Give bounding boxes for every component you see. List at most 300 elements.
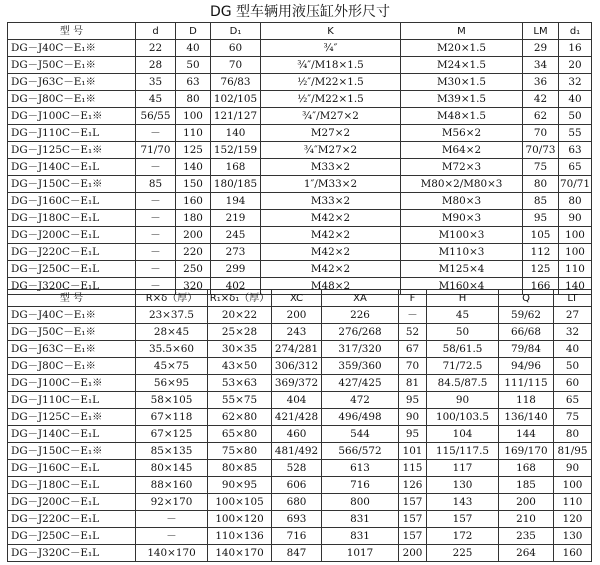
table2-value-cell: 90: [554, 460, 592, 477]
table1-value-cell: M33×2: [261, 193, 401, 210]
table2-row: [8, 528, 592, 545]
table1-value-cell: M33×2: [261, 159, 401, 176]
table1-row: [8, 176, 592, 193]
table1-value-cell: ¾″: [261, 40, 401, 57]
table2-value-cell: 45: [427, 307, 499, 324]
table2-value-cell: 80×145: [136, 460, 208, 477]
table2-value-cell: 172: [427, 528, 499, 545]
table1-value-cell: 50: [176, 57, 211, 74]
table2-row: [8, 511, 592, 528]
table1-value-cell: 299: [211, 261, 261, 278]
table1-model-cell: DG－J160C－E₁L: [8, 193, 136, 210]
table1-value-cell: 180: [176, 210, 211, 227]
table2-model-cell: DG－J100C－E₁※: [8, 375, 136, 392]
table2-value-cell: 81: [399, 375, 427, 392]
table2-model-cell: DG－J160C－E₁L: [8, 460, 136, 477]
table2-value-cell: 606: [272, 477, 322, 494]
table1-value-cell: M48×2: [261, 278, 401, 295]
table1-value-cell: 56/55: [136, 108, 176, 125]
table1-value-cell: ¾″M27×2: [261, 142, 401, 159]
table1-row: [8, 142, 592, 159]
table2-value-cell: －: [136, 528, 208, 545]
table1-value-cell: 194: [211, 193, 261, 210]
table2-value-cell: 92×170: [136, 494, 208, 511]
table1-value-cell: 16: [559, 40, 592, 57]
table1-value-cell: 160: [176, 193, 211, 210]
table2-header-cell: 型 号: [8, 290, 136, 307]
table1-header-cell: 型 号: [8, 23, 136, 40]
table2-model-cell: DG－J320C－E₁L: [8, 545, 136, 562]
table1-value-cell: 63: [559, 142, 592, 159]
table2-value-cell: 101: [399, 443, 427, 460]
table2-value-cell: 225: [427, 545, 499, 562]
table1-value-cell: M30×1.5: [401, 74, 523, 91]
table1-row: [8, 227, 592, 244]
table1-value-cell: 29: [523, 40, 559, 57]
table1-value-cell: 150: [176, 176, 211, 193]
table2-value-cell: 100×105: [208, 494, 272, 511]
table2-model-cell: DG－J180C－E₁L: [8, 477, 136, 494]
table2-value-cell: 27: [554, 307, 592, 324]
table2-value-cell: 716: [322, 477, 399, 494]
table1-value-cell: M48×1.5: [401, 108, 523, 125]
table2-value-cell: 1017: [322, 545, 399, 562]
table2-value-cell: 210: [499, 511, 554, 528]
table2-row: [8, 477, 592, 494]
table1-value-cell: 80: [559, 193, 592, 210]
table2-value-cell: 110: [554, 494, 592, 511]
table1-header-cell: LM: [523, 23, 559, 40]
table1-value-cell: M20×1.5: [401, 40, 523, 57]
table1-row: [8, 125, 592, 142]
table1-value-cell: 20: [559, 57, 592, 74]
table1-value-cell: 102/105: [211, 91, 261, 108]
table1-value-cell: 112: [523, 244, 559, 261]
table2-value-cell: 80: [554, 426, 592, 443]
table2-value-cell: 52: [399, 324, 427, 341]
table2-header-cell: F: [399, 290, 427, 307]
table2-value-cell: 58×105: [136, 392, 208, 409]
table2-value-cell: 421/428: [272, 409, 322, 426]
table1-value-cell: 63: [176, 74, 211, 91]
table1-value-cell: 220: [176, 244, 211, 261]
table2-value-cell: 60: [554, 375, 592, 392]
table2-value-cell: 680: [272, 494, 322, 511]
table2-value-cell: 95: [399, 426, 427, 443]
table1-value-cell: M42×2: [261, 227, 401, 244]
table1-value-cell: M90×3: [401, 210, 523, 227]
table1-row: [8, 210, 592, 227]
table2-row: [8, 545, 592, 562]
table2-value-cell: 168: [499, 460, 554, 477]
table1-value-cell: －: [136, 125, 176, 142]
table2-value-cell: 306/312: [272, 358, 322, 375]
table2-value-cell: 130: [554, 528, 592, 545]
table2-value-cell: 100: [554, 477, 592, 494]
table2-value-cell: 100/103.5: [427, 409, 499, 426]
table2-model-cell: DG－J140C－E₁L: [8, 426, 136, 443]
table2-value-cell: 369/372: [272, 375, 322, 392]
table2-value-cell: 847: [272, 545, 322, 562]
table1-row: [8, 40, 592, 57]
table1-value-cell: －: [136, 159, 176, 176]
table1-value-cell: 121/127: [211, 108, 261, 125]
table2-value-cell: 66/68: [499, 324, 554, 341]
table1-value-cell: 273: [211, 244, 261, 261]
table2-value-cell: 157: [399, 528, 427, 545]
table1-value-cell: 70/71: [559, 176, 592, 193]
table2-value-cell: 70: [399, 358, 427, 375]
table2-row: [8, 358, 592, 375]
table1-model-cell: DG－J220C－E₁L: [8, 244, 136, 261]
table2-value-cell: 427/425: [322, 375, 399, 392]
table2-value-cell: 130: [427, 477, 499, 494]
table2-value-cell: 566/572: [322, 443, 399, 460]
table2-value-cell: 104: [427, 426, 499, 443]
table2-value-cell: 94/96: [499, 358, 554, 375]
table2-value-cell: 84.5/87.5: [427, 375, 499, 392]
table2-value-cell: －: [136, 511, 208, 528]
table2-value-cell: 50: [427, 324, 499, 341]
table2-model-cell: DG－J125C－E₁※: [8, 409, 136, 426]
table1-model-cell: DG－J140C－E₁L: [8, 159, 136, 176]
table1-row: [8, 74, 592, 91]
table2-model-cell: DG－J200C－E₁L: [8, 494, 136, 511]
table2-row: [8, 375, 592, 392]
table1-value-cell: 35: [136, 74, 176, 91]
table2-header-cell: XA: [322, 290, 399, 307]
table2-value-cell: 831: [322, 511, 399, 528]
table2-header-cell: R×δ（厚）: [136, 290, 208, 307]
table2-row: [8, 409, 592, 426]
table2-value-cell: 56×95: [136, 375, 208, 392]
table1-value-cell: M80×3: [401, 193, 523, 210]
table2-value-cell: －: [399, 307, 427, 324]
table1-value-cell: 110: [176, 125, 211, 142]
table2-value-cell: 143: [427, 494, 499, 511]
table1-row: [8, 91, 592, 108]
table1-value-cell: －: [136, 261, 176, 278]
table2-value-cell: 71/72.5: [427, 358, 499, 375]
table2-value-cell: 226: [322, 307, 399, 324]
table1-value-cell: 95: [523, 210, 559, 227]
table2-value-cell: 23×37.5: [136, 307, 208, 324]
table1-value-cell: M80×2/M80×3: [401, 176, 523, 193]
table1-value-cell: M42×2: [261, 261, 401, 278]
table1-model-cell: DG－J40C－E₁※: [8, 40, 136, 57]
table1-model-cell: DG－J110C－E₁L: [8, 125, 136, 142]
table2-header-cell: XC: [272, 290, 322, 307]
table1-value-cell: 140: [176, 159, 211, 176]
table2-value-cell: 460: [272, 426, 322, 443]
table1-header-cell: d: [136, 23, 176, 40]
table1-value-cell: M100×3: [401, 227, 523, 244]
table1-row: [8, 261, 592, 278]
table2-row: [8, 460, 592, 477]
table2-value-cell: 120: [554, 511, 592, 528]
table2-value-cell: 235: [499, 528, 554, 545]
table2-value-cell: 110×136: [208, 528, 272, 545]
table2-value-cell: 35.5×60: [136, 341, 208, 358]
table1-value-cell: 125: [176, 142, 211, 159]
table2-row: [8, 443, 592, 460]
table2-value-cell: 157: [399, 511, 427, 528]
table1-value-cell: 70: [211, 57, 261, 74]
table1-value-cell: 85: [136, 176, 176, 193]
table1-value-cell: 80: [176, 91, 211, 108]
table1-model-cell: DG－J150C－E₁※: [8, 176, 136, 193]
table2-row: [8, 307, 592, 324]
table2-header-cell: H: [427, 290, 499, 307]
table2-row: [8, 494, 592, 511]
table2-value-cell: 20×22: [208, 307, 272, 324]
table2-value-cell: 140×170: [136, 545, 208, 562]
table2-value-cell: 79/84: [499, 341, 554, 358]
table2-value-cell: 111/115: [499, 375, 554, 392]
table2-value-cell: 100×120: [208, 511, 272, 528]
table2-value-cell: 65×80: [208, 426, 272, 443]
table1-value-cell: 85: [523, 193, 559, 210]
table2-value-cell: 200: [399, 545, 427, 562]
table1-value-cell: ¾″/M27×2: [261, 108, 401, 125]
table2-value-cell: 144: [499, 426, 554, 443]
table2-header-row: [8, 290, 592, 307]
table2-value-cell: 800: [322, 494, 399, 511]
table1-value-cell: 402: [211, 278, 261, 295]
table1-value-cell: －: [136, 210, 176, 227]
table2-value-cell: 136/140: [499, 409, 554, 426]
table1-value-cell: 110: [559, 261, 592, 278]
table1-value-cell: 219: [211, 210, 261, 227]
table2-value-cell: 32: [554, 324, 592, 341]
table1-model-cell: DG－J50C－E₁※: [8, 57, 136, 74]
table1-value-cell: M125×4: [401, 261, 523, 278]
table1-row: [8, 108, 592, 125]
table2-value-cell: 117: [427, 460, 499, 477]
table1-value-cell: 28: [136, 57, 176, 74]
table2-model-cell: DG－J50C－E₁※: [8, 324, 136, 341]
table2-header-cell: LT: [554, 290, 592, 307]
table1-value-cell: －: [136, 193, 176, 210]
table1-value-cell: －: [136, 227, 176, 244]
table1-value-cell: 70/73: [523, 142, 559, 159]
table1-value-cell: －: [136, 244, 176, 261]
table1-value-cell: M39×1.5: [401, 91, 523, 108]
table2-value-cell: 67: [399, 341, 427, 358]
table2-value-cell: 317/320: [322, 341, 399, 358]
table2-value-cell: 693: [272, 511, 322, 528]
table1-value-cell: ½″/M22×1.5: [261, 74, 401, 91]
table1-value-cell: M72×3: [401, 159, 523, 176]
table1-value-cell: 22: [136, 40, 176, 57]
table1-value-cell: 100: [559, 227, 592, 244]
table2-value-cell: 185: [499, 477, 554, 494]
table1-value-cell: M56×2: [401, 125, 523, 142]
table2-value-cell: 25×28: [208, 324, 272, 341]
document-title: DG 型车辆用液压缸外形尺寸: [209, 4, 391, 20]
table2-value-cell: 55×75: [208, 392, 272, 409]
table1-value-cell: 100: [559, 244, 592, 261]
table1-value-cell: 42: [523, 91, 559, 108]
table2-model-cell: DG－J220C－E₁L: [8, 511, 136, 528]
dimension-table-2: [7, 289, 592, 562]
table1-value-cell: 40: [559, 91, 592, 108]
table1-value-cell: M42×2: [261, 244, 401, 261]
table2-value-cell: 359/360: [322, 358, 399, 375]
table2-row: [8, 426, 592, 443]
table2-value-cell: 50: [554, 358, 592, 375]
table1-header-cell: D₁: [211, 23, 261, 40]
table2-value-cell: 59/62: [499, 307, 554, 324]
table2-value-cell: 544: [322, 426, 399, 443]
table1-value-cell: 140: [211, 125, 261, 142]
table2-header-cell: R₁×δ₁（厚）: [208, 290, 272, 307]
table1-value-cell: －: [136, 278, 176, 295]
table1-value-cell: 36: [523, 74, 559, 91]
table1-value-cell: 105: [523, 227, 559, 244]
table1-value-cell: 45: [136, 91, 176, 108]
table2-value-cell: 274/281: [272, 341, 322, 358]
table1-model-cell: DG－J80C－E₁※: [8, 91, 136, 108]
table1-value-cell: 65: [559, 159, 592, 176]
table1-model-cell: DG－J125C－E₁※: [8, 142, 136, 159]
table1-value-cell: 71/70: [136, 142, 176, 159]
table1-header-cell: d₁: [559, 23, 592, 40]
table1-value-cell: 80: [523, 176, 559, 193]
table2-model-cell: DG－J63C－E₁※: [8, 341, 136, 358]
table2-value-cell: 75: [554, 409, 592, 426]
table1-value-cell: 76/83: [211, 74, 261, 91]
table2-value-cell: 90×95: [208, 477, 272, 494]
table1-row: [8, 159, 592, 176]
table1-model-cell: DG－J63C－E₁※: [8, 74, 136, 91]
table2-value-cell: 95: [399, 392, 427, 409]
table1-value-cell: 50: [559, 108, 592, 125]
table1-value-cell: ½″/M22×1.5: [261, 91, 401, 108]
table2-value-cell: 157: [399, 494, 427, 511]
table1-value-cell: M160×4: [401, 278, 523, 295]
table1-model-cell: DG－J250C－E₁L: [8, 261, 136, 278]
table2-value-cell: 528: [272, 460, 322, 477]
table2-value-cell: 58/61.5: [427, 341, 499, 358]
table2-value-cell: 65: [554, 392, 592, 409]
table2-value-cell: 276/268: [322, 324, 399, 341]
table1-value-cell: 40: [176, 40, 211, 57]
table2-row: [8, 392, 592, 409]
table2-value-cell: 88×160: [136, 477, 208, 494]
table2-value-cell: 28×45: [136, 324, 208, 341]
table2-value-cell: 115: [399, 460, 427, 477]
table1-value-cell: 1″/M33×2: [261, 176, 401, 193]
table1-value-cell: 34: [523, 57, 559, 74]
table1-value-cell: 75: [523, 159, 559, 176]
dimension-table-1: [7, 22, 592, 295]
table1-value-cell: ¾″/M18×1.5: [261, 57, 401, 74]
table1-value-cell: 180/185: [211, 176, 261, 193]
table2-value-cell: 40: [554, 341, 592, 358]
table1-header-row: [8, 23, 592, 40]
table1-value-cell: 70: [523, 125, 559, 142]
table2-header-cell: Q: [499, 290, 554, 307]
table2-value-cell: 496/498: [322, 409, 399, 426]
table1-value-cell: 250: [176, 261, 211, 278]
table2-value-cell: 481/492: [272, 443, 322, 460]
table1-row: [8, 57, 592, 74]
table1-value-cell: 62: [523, 108, 559, 125]
table1-value-cell: 100: [176, 108, 211, 125]
table2-value-cell: 157: [427, 511, 499, 528]
table2-value-cell: 169/170: [499, 443, 554, 460]
table1-model-cell: DG－J100C－E₁※: [8, 108, 136, 125]
table2-row: [8, 341, 592, 358]
table1-value-cell: M110×3: [401, 244, 523, 261]
table1-value-cell: 168: [211, 159, 261, 176]
table1-value-cell: 32: [559, 74, 592, 91]
table2-value-cell: 716: [272, 528, 322, 545]
table1-model-cell: DG－J180C－E₁L: [8, 210, 136, 227]
table2-value-cell: 613: [322, 460, 399, 477]
table2-model-cell: DG－J150C－E₁※: [8, 443, 136, 460]
table1-value-cell: 140: [559, 278, 592, 295]
table2-value-cell: 53×63: [208, 375, 272, 392]
table2-value-cell: 67×125: [136, 426, 208, 443]
table2-model-cell: DG－J80C－E₁※: [8, 358, 136, 375]
table2-value-cell: 67×118: [136, 409, 208, 426]
table1-value-cell: 152/159: [211, 142, 261, 159]
table2-value-cell: 115/117.5: [427, 443, 499, 460]
table2-value-cell: 75×80: [208, 443, 272, 460]
table2-model-cell: DG－J250C－E₁L: [8, 528, 136, 545]
table2-value-cell: 264: [499, 545, 554, 562]
table1-header-cell: K: [261, 23, 401, 40]
table1-value-cell: 200: [176, 227, 211, 244]
table2-model-cell: DG－J110C－E₁L: [8, 392, 136, 409]
table1-value-cell: 320: [176, 278, 211, 295]
table1-value-cell: M42×2: [261, 210, 401, 227]
table2-value-cell: 90: [399, 409, 427, 426]
table1-value-cell: 90: [559, 210, 592, 227]
table1-value-cell: 55: [559, 125, 592, 142]
table2-value-cell: 81/95: [554, 443, 592, 460]
table1-value-cell: 125: [523, 261, 559, 278]
table2-value-cell: 62×80: [208, 409, 272, 426]
table1-row: [8, 193, 592, 210]
table2-value-cell: 126: [399, 477, 427, 494]
table2-row: [8, 324, 592, 341]
table1-value-cell: 245: [211, 227, 261, 244]
table1-value-cell: M27×2: [261, 125, 401, 142]
table1-value-cell: M64×2: [401, 142, 523, 159]
table2-value-cell: 90: [427, 392, 499, 409]
table1-model-cell: DG－J320C－E₁L: [8, 278, 136, 295]
table1-header-cell: D: [176, 23, 211, 40]
table1-value-cell: 60: [211, 40, 261, 57]
table2-value-cell: 200: [499, 494, 554, 511]
table2-value-cell: 160: [554, 545, 592, 562]
table2-value-cell: 243: [272, 324, 322, 341]
table1-model-cell: DG－J200C－E₁L: [8, 227, 136, 244]
table2-value-cell: 45×75: [136, 358, 208, 375]
table2-value-cell: 404: [272, 392, 322, 409]
table2-value-cell: 118: [499, 392, 554, 409]
table2-value-cell: 831: [322, 528, 399, 545]
table2-value-cell: 140×170: [208, 545, 272, 562]
table1-row: [8, 244, 592, 261]
table2-value-cell: 30×35: [208, 341, 272, 358]
table1-value-cell: 166: [523, 278, 559, 295]
table1-value-cell: M24×1.5: [401, 57, 523, 74]
table2-model-cell: DG－J40C－E₁※: [8, 307, 136, 324]
